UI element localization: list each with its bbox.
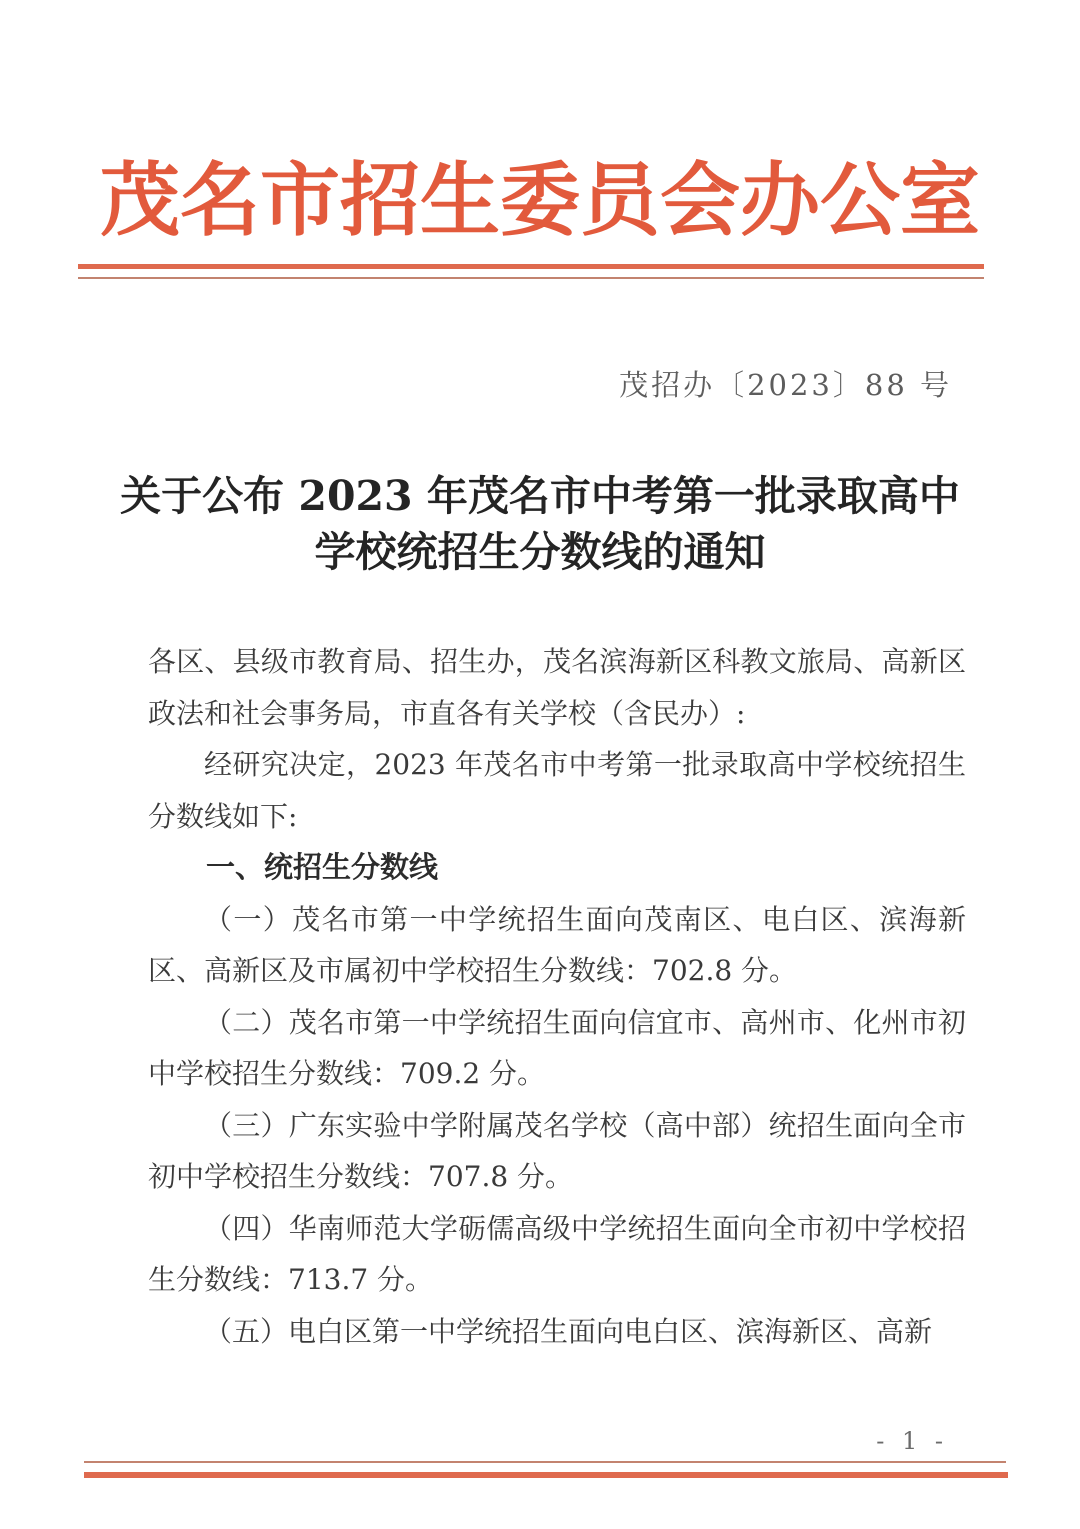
- page-number: - 1 -: [876, 1427, 948, 1455]
- notice-title-line2: 学校统招生分数线的通知: [314, 528, 766, 576]
- notice-title-line1: 关于公布 2023 年茂名市中考第一批录取高中: [120, 472, 960, 520]
- header-divider-thick: [78, 264, 984, 269]
- body-paragraph: （四）华南师范大学砺儒高级中学统招生面向全市初中学校招生分数线：713.7 分。: [148, 1211, 966, 1296]
- header-divider-thin: [78, 277, 984, 279]
- footer-divider-thick: [84, 1472, 1008, 1478]
- agency-title: 茂名市招生委员会办公室: [100, 153, 980, 247]
- body-paragraph: （一）茂名市第一中学统招生面向茂南区、电白区、滨海新区、高新区及市属初中学校招生分数线：702.8 分。: [148, 902, 966, 987]
- body-paragraph: （五）电白区第一中学统招生面向电白区、滨海新区、高新: [204, 1314, 933, 1348]
- section-heading: 一、统招生分数线: [206, 850, 439, 884]
- doc-number: 茂招办〔2023〕88 号: [619, 368, 952, 402]
- body-paragraph: （三）广东实验中学附属茂名学校（高中部）统招生面向全市初中学校招生分数线：707.8 分。: [148, 1108, 966, 1193]
- body-paragraph: （二）茂名市第一中学统招生面向信宜市、高州市、化州市初中学校招生分数线：709.2 分。: [148, 1005, 966, 1090]
- notice-title: [0, 468, 1080, 580]
- body-paragraph: 各区、县级市教育局、招生办，茂名滨海新区科教文旅局、高新区政法和社会事务局，市直各有关学校（含民办）:: [148, 645, 966, 730]
- body-paragraph: 经研究决定，2023 年茂名市中考第一批录取高中学校统招生分数线如下:: [148, 748, 966, 833]
- footer-divider-thin: [84, 1461, 1006, 1463]
- document-body: [148, 636, 966, 1357]
